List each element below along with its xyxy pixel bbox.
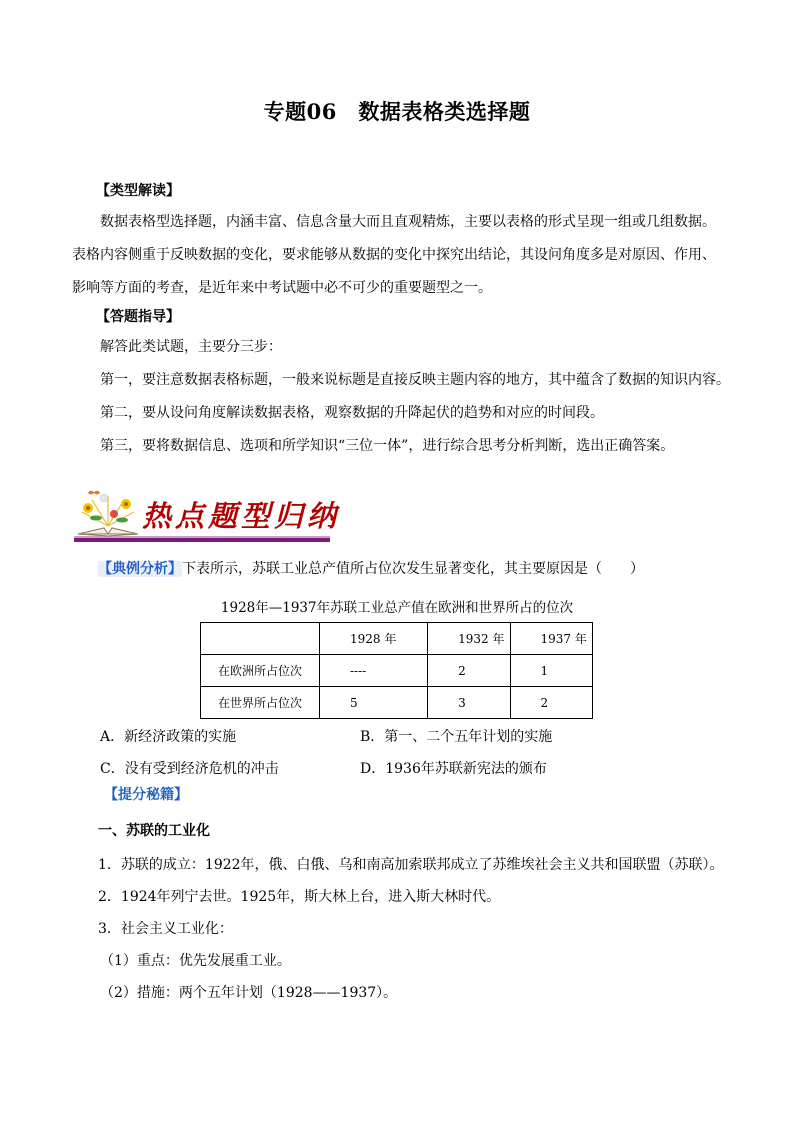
- table-caption: 1928年—1937年苏联工业总产值在欧洲和世界所占的位次: [220, 600, 574, 616]
- page-title: 专题06 数据表格类选择题: [263, 99, 531, 124]
- guide-line: 第一，要注意数据表格标题，一般来说标题是直接反映主题内容的地方，其中蕴含了数据的知识内容。: [100, 372, 730, 388]
- table-cell: 在世界所占位次: [201, 687, 320, 719]
- section-heading-type: 【类型解读】: [96, 183, 180, 199]
- table-header-cell: 1932 年: [428, 623, 510, 655]
- table-row: [201, 655, 593, 687]
- table-header-cell: 1928 年: [320, 623, 428, 655]
- table-cell: 2: [428, 655, 510, 687]
- table-cell: ----: [320, 655, 428, 687]
- option-c: C．没有受到经济危机的冲击: [100, 761, 279, 777]
- option-a: A．新经济政策的实施: [100, 729, 237, 745]
- guide-line: 第二，要从设问角度解读数据表格，观察数据的升降起伏的趋势和对应的时间段。: [100, 405, 604, 421]
- hot-topics-banner: [74, 488, 341, 544]
- guide-line: 解答此类试题，主要分三步：: [100, 339, 282, 355]
- rank-table: [200, 622, 593, 719]
- table-cell: 3: [428, 687, 510, 719]
- type-line: 数据表格型选择题，内涵丰富、信息含量大而且直观精炼，主要以表格的形式呈现一组或几组数据。: [100, 214, 716, 230]
- table-cell: 2: [510, 687, 592, 719]
- option-b: B．第一、二个五年计划的实施: [360, 729, 553, 745]
- table-header-cell: [201, 623, 320, 655]
- table-row: [201, 687, 593, 719]
- type-line: 影响等方面的考查，是近年来中考试题中必不可少的重要题型之一。: [72, 280, 492, 296]
- example-tag: 【典例分析】: [98, 561, 182, 577]
- table-cell: 1: [510, 655, 592, 687]
- table-cell: 在欧洲所占位次: [201, 655, 320, 687]
- example-question: [98, 558, 644, 578]
- table-header-cell: 1937 年: [510, 623, 592, 655]
- knowledge-item: 1．苏联的成立：1922年，俄、白俄、乌和南高加索联邦成立了苏维埃社会主义共和国联盟（苏联）。: [98, 857, 724, 873]
- table-cell: 5: [320, 687, 428, 719]
- section-heading-guide: 【答题指导】: [96, 309, 180, 325]
- knowledge-item: （2）措施：两个五年计划（1928——1937）。: [100, 985, 398, 1001]
- knowledge-item: （1）重点：优先发展重工业。: [100, 953, 291, 969]
- banner-title: 热点题型归纳: [142, 499, 341, 533]
- example-question-text: 下表所示，苏联工业总产值所占位次发生显著变化，其主要原因是（ ）: [182, 561, 644, 577]
- type-line: 表格内容侧重于反映数据的变化，要求能够从数据的变化中探究出结论，其设问角度多是对原因、作用、: [72, 247, 716, 263]
- table-header-row: [201, 623, 593, 655]
- knowledge-heading: 一、苏联的工业化: [98, 823, 210, 839]
- type-paragraph: [72, 206, 732, 305]
- option-d: D．1936年苏联新宪法的颁布: [360, 761, 547, 777]
- knowledge-item: 3．社会主义工业化：: [98, 921, 233, 937]
- guide-paragraph: [72, 331, 732, 463]
- tips-heading: 【提分秘籍】: [104, 787, 188, 803]
- knowledge-item: 2．1924年列宁去世。1925年，斯大林上台，进入斯大林时代。: [98, 889, 501, 905]
- guide-line: 第三，要将数据信息、选项和所学知识“三位一体”，进行综合思考分析判断，选出正确答案。: [100, 438, 675, 454]
